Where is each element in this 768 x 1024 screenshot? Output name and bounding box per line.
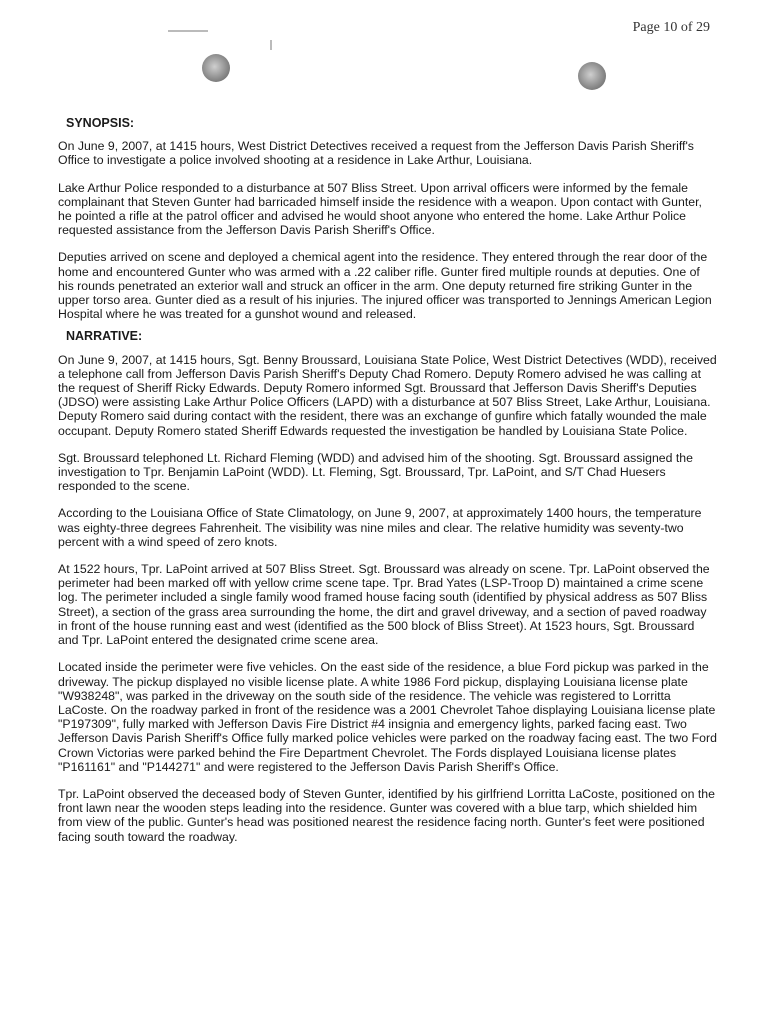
hole-punch-right [578,62,606,90]
synopsis-paragraph: Lake Arthur Police responded to a disturbance at 507 Bliss Street. Upon arrival officers were informed by the female complainant that Steven Gunter had barricaded himself inside the residence with a weapon. Upon contact with Gunter, he pointed a rifle at the patrol officer and advised he would shoot anyone who entered the home. Lake Arthur Police requested assistance from the Jefferson Davis Parish Sheriff's Office. [58,180,702,238]
page-number: Page 10 of 29 [632,20,710,35]
narrative-paragraph: According to the Louisiana Office of State Climatology, on June 9, 2007, at approximately 1400 hours, the temperature was eighty-three degrees Fahrenheit. The visibility was nine miles and clear. The relative humidity was seventy-two percent with a wind speed of zero knots. [58,506,702,549]
narrative-heading: NARRATIVE: [66,329,143,344]
narrative-paragraph: Tpr. LaPoint observed the deceased body of Steven Gunter, identified by his girlfriend Lorritta LaCoste, positioned on the front lawn near the wooden steps leading into the residence. Gunter was covered with a blue tarp, which shielded him from view of the public. Gunter's head was positioned nearest the residence facing north. Gunter's feet were positioned facing south toward the roadway. [58,786,715,844]
narrative-paragraph: At 1522 hours, Tpr. LaPoint arrived at 507 Bliss Street. Sgt. Broussard was already on scene. Tpr. LaPoint observed the perimeter had been marked off with yellow crime scene tape. Tpr. Brad Yates (LSP-Troop D) maintained a crime scene log. The perimeter included a single family wood framed house facing south (identified by physical address as 507 Bliss Street), a section of the grass area surrounding the home, the dirt and gravel driveway, and a section of paved roadway in front of the house running east and west (identified as the 500 block of Bliss Street). At 1523 hours, Sgt. Broussard and Tpr. LaPoint entered the designated crime scene area. [58,562,710,648]
synopsis-paragraph: On June 9, 2007, at 1415 hours, West District Detectives received a request from the Jefferson Davis Parish Sheriff's Office to investigate a police involved shooting at a residence in Lake Arthur, Louisiana. [58,139,694,168]
narrative-paragraph: On June 9, 2007, at 1415 hours, Sgt. Benny Broussard, Louisiana State Police, West District Detectives (WDD), received a telephone call from Jefferson Davis Parish Sheriff's Deputy Chad Romero. Deputy Romero advised he was calling at the request of Sheriff Ricky Edwards. Deputy Romero informed Sgt. Broussard that Jefferson Davis Sheriff's Deputies (JDSO) were assisting Lake Arthur Police Officers (LAPD) with a disturbance at 507 Bliss Street, Lake Arthur, Louisiana. Deputy Romero said during contact with the resident, there was an exchange of gunfire which fatally wounded the male occupant. Deputy Romero stated Sheriff Edwards requested the investigation be handled by Louisiana State Police. [58,352,717,438]
synopsis-paragraph: Deputies arrived on scene and deployed a chemical agent into the residence. They entered through the rear door of the home and encountered Gunter who was armed with a .22 caliber rifle. Gunter fired multiple rounds at deputies. One of his rounds penetrated an exterior wall and struck an officer in the arm. One deputy returned fire striking Gunter in the upper torso area. Gunter died as a result of his injuries. The injured officer was transported to Jennings American Legion Hospital where he was treated for a gunshot wound and released. [58,250,712,322]
report-body [58,116,718,857]
synopsis-heading: SYNOPSIS: [66,116,135,130]
narrative-paragraph: Located inside the perimeter were five vehicles. On the east side of the residence, a blue Ford pickup was parked in the driveway. The pickup displayed no visible license plate. A white 1986 Ford pickup, displaying Louisiana license plate "W938248", was parked in the driveway on the south side of the residence. The vehicle was registered to Lorritta LaCoste. On the roadway parked in front of the residence was a 2001 Chevrolet Tahoe displaying Louisiana license plate "P197309", fully marked with Jefferson Davis Fire District #4 insignia and emergency lights, parked facing east. Two Jefferson Davis Parish Sheriff's Office fully marked police vehicles were parked on the roadway facing east. The two Ford Crown Victorias were parked behind the Fire Department Chevrolet. The Fords displayed Louisiana license plates "P161161" and "P144271" and were registered to the Jefferson Davis Parish Sheriff's Office. [58,660,717,774]
hole-punch-left [202,54,230,82]
scan-speck [270,40,272,50]
scan-speck [168,30,208,32]
narrative-paragraph: Sgt. Broussard telephoned Lt. Richard Fleming (WDD) and advised him of the shooting. Sgt. Broussard assigned the investigation to Tpr. Benjamin LaPoint (WDD). Lt. Fleming, Sgt. Broussard, Tpr. LaPoint, and S/T Chad Huesers responded to the scene. [58,450,693,494]
